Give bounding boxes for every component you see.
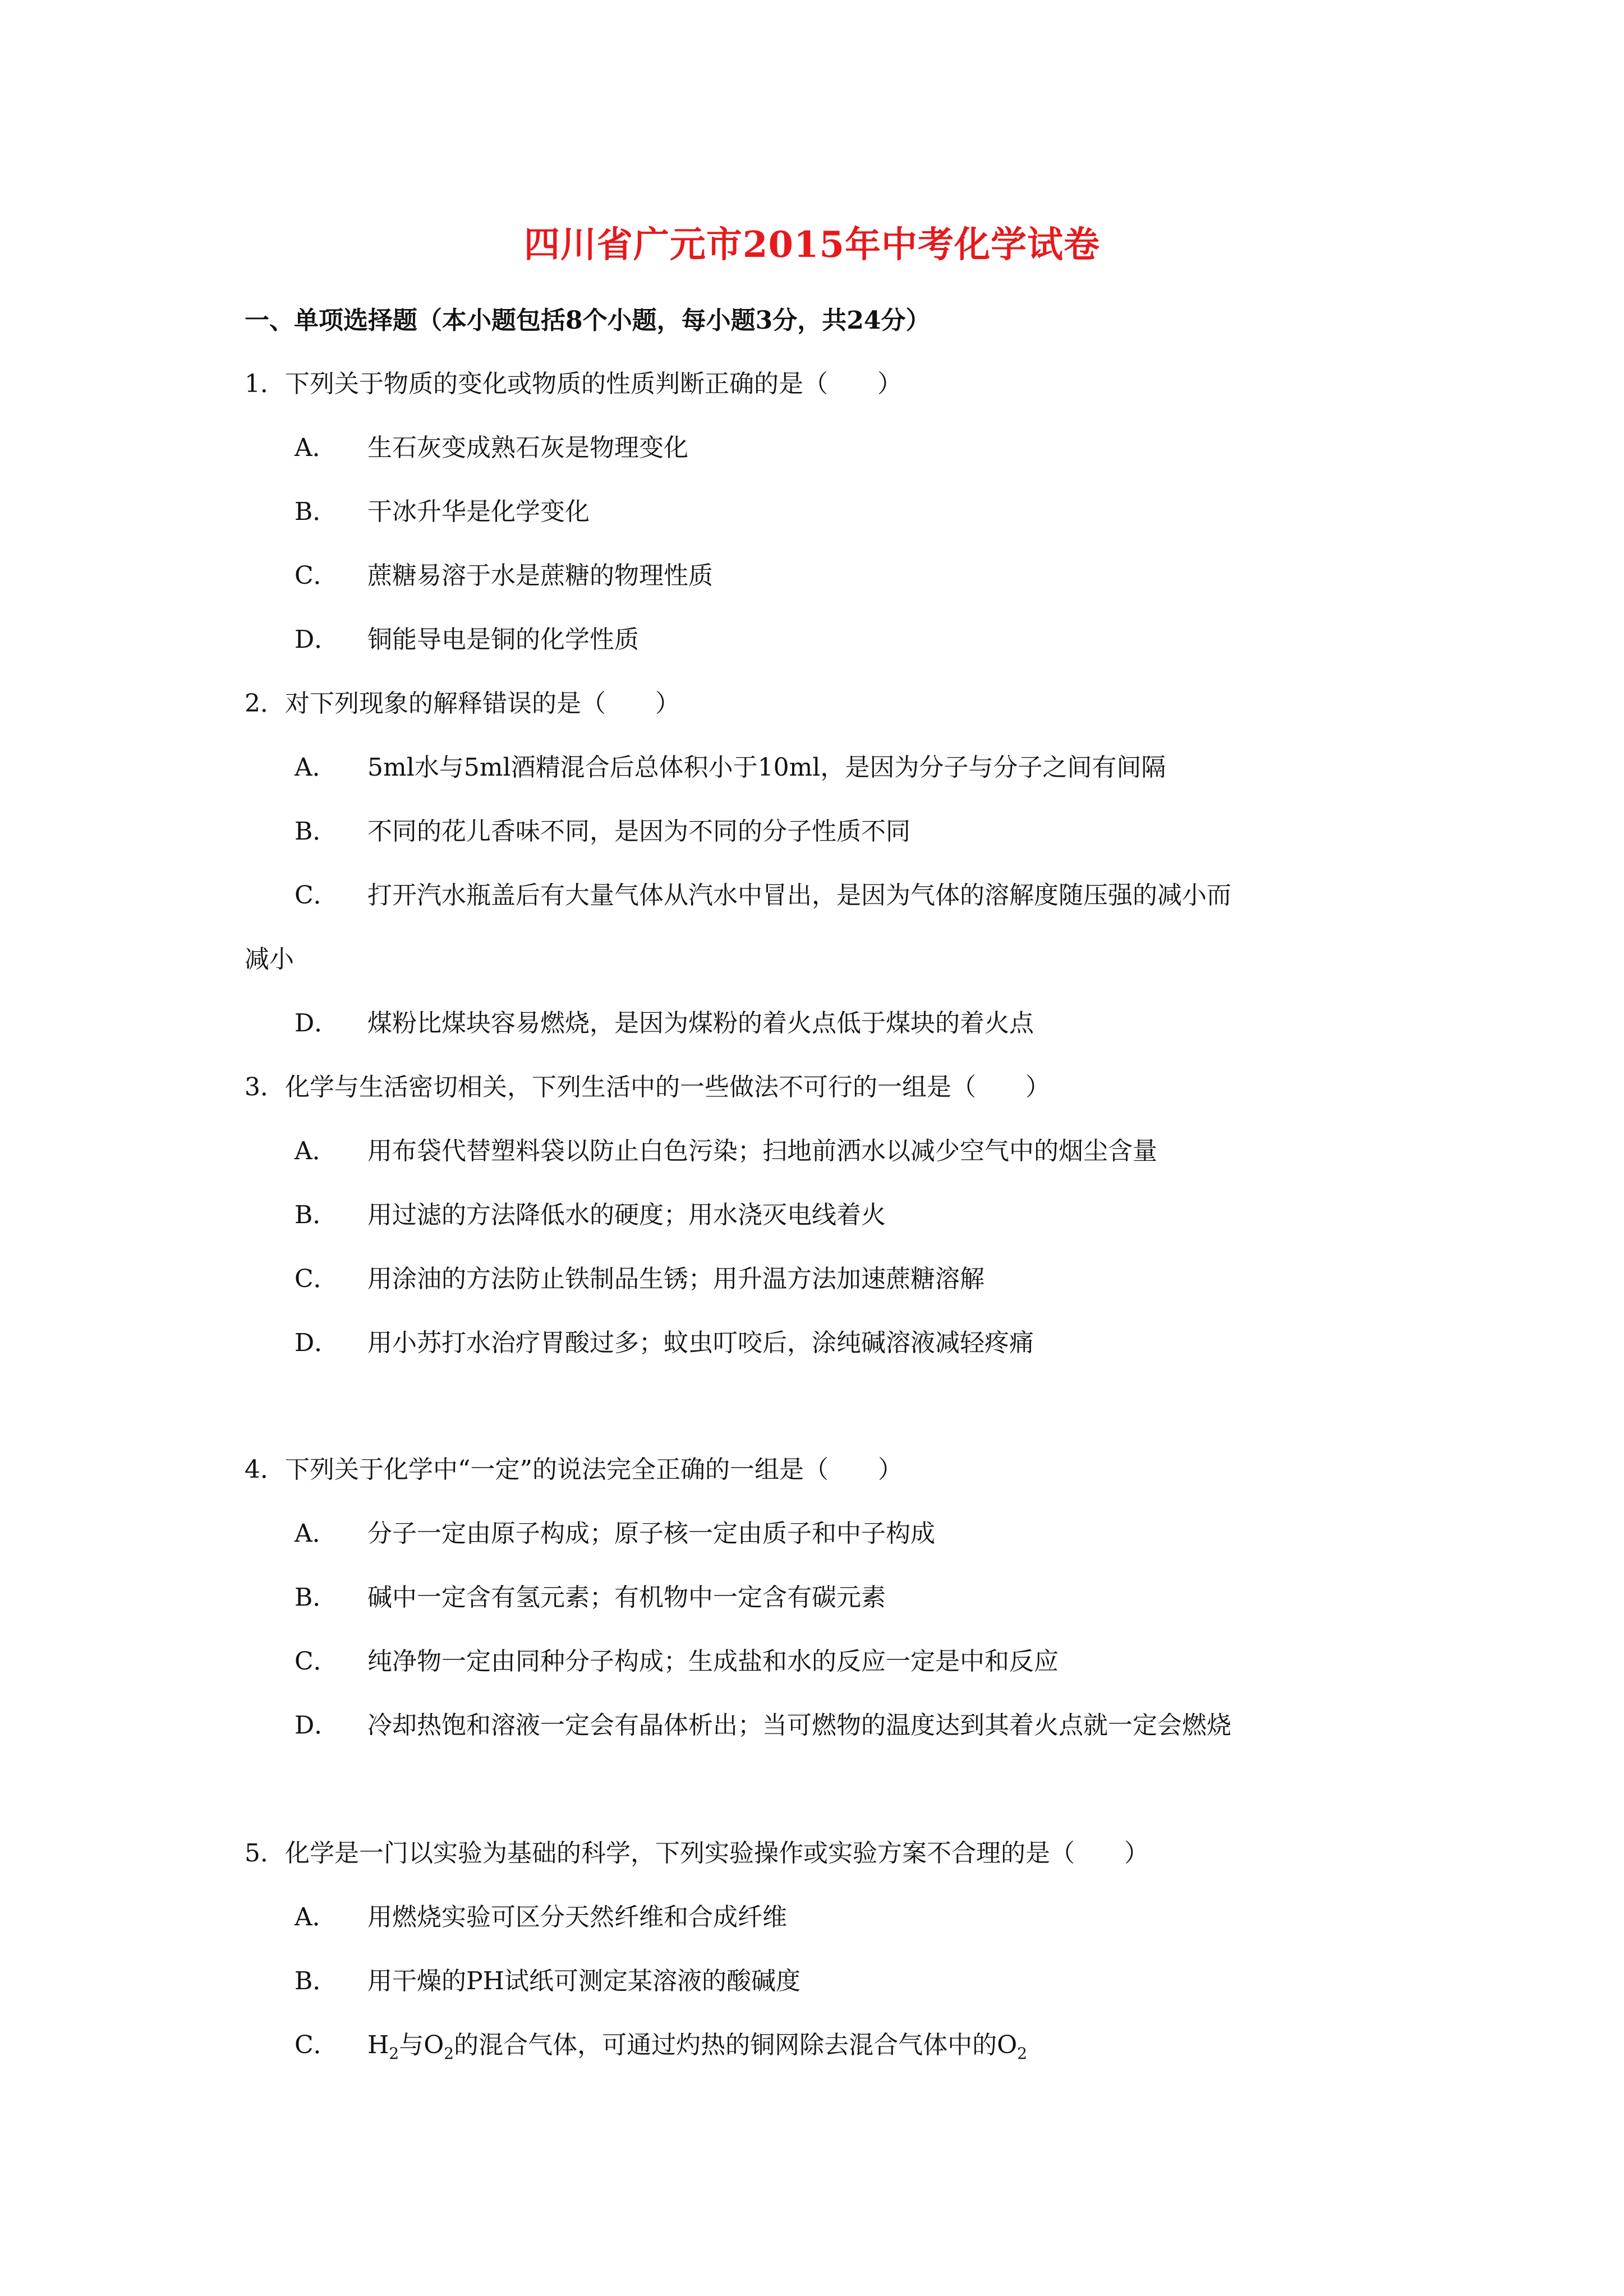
option-text: 用燃烧实验可区分天然纤维和合成纤维 [367,1903,787,1931]
option-text: 不同的花儿香味不同，是因为不同的分子性质不同 [367,817,910,846]
option-letter: A． [295,1137,337,1165]
question-1-option-d [295,619,639,655]
option-text: 用布袋代替塑料袋以防止白色污染；扫地前洒水以减少空气中的烟尘含量 [367,1137,1157,1165]
option-letter: D． [295,1009,339,1038]
option-letter: A． [295,753,337,782]
option-text: 用小苏打水治疗胃酸过多；蚊虫叮咬后，涂纯碱溶液减轻疼痛 [367,1329,1034,1357]
subscript: 2 [389,2044,399,2063]
option-text: 蔗糖易溶于水是蔗糖的物理性质 [367,561,713,590]
option-letter: A． [295,1903,337,1931]
option-text [367,2031,1028,2063]
question-4-option-d [295,1705,1231,1741]
question-1-option-b [295,491,590,527]
question-2-option-d [295,1003,1034,1039]
question-2-option-b [295,811,910,847]
option-text: 5ml水与5ml酒精混合后总体积小于10ml，是因为分子与分子之间有间隔 [367,753,1166,782]
question-5-option-c [295,2025,1027,2063]
question-2-option-c-continuation: 减小 [245,945,294,974]
option-letter: C． [295,881,338,910]
option-text: 纯净物一定由同种分子构成；生成盐和水的反应一定是中和反应 [367,1647,1059,1676]
question-4-option-a [295,1513,935,1549]
question-5-option-a [295,1897,787,1933]
option-text: 生石灰变成熟石灰是物理变化 [367,434,688,462]
option-letter: B． [295,1201,338,1229]
formula-part: 与O [399,2031,444,2059]
option-text: 用干燥的PH试纸可测定某溶液的酸碱度 [367,1967,801,1995]
section-heading: 一、单项选择题（本小题包括8个小题，每小题3分，共24分） [245,306,931,335]
question-1-option-c [295,555,713,591]
question-3-option-a [295,1131,1157,1167]
option-text: 用过滤的方法降低水的硬度；用水浇灭电线着火 [367,1201,886,1229]
option-text: 煤粉比煤块容易燃烧，是因为煤粉的着火点低于煤块的着火点 [367,1009,1034,1038]
option-letter: C． [295,1265,338,1293]
option-letter: D． [295,625,339,654]
option-letter: D． [295,1711,339,1740]
question-4-option-b [295,1577,886,1613]
option-text: 用涂油的方法防止铁制品生锈；用升温方法加速蔗糖溶解 [367,1265,984,1293]
option-letter: B． [295,497,338,526]
option-letter: A． [295,434,337,462]
option-text: 铜能导电是铜的化学性质 [367,625,639,654]
question-3-stem: 3．化学与生活密切相关，下列生活中的一些做法不可行的一组是（ ） [245,1073,1050,1101]
option-letter: B． [295,817,338,846]
question-5-stem: 5．化学是一门以实验为基础的科学，下列实验操作或实验方案不合理的是（ ） [245,1839,1149,1868]
question-5-option-b [295,1961,801,1997]
question-3-option-b [295,1195,886,1230]
question-4-stem: 4．下列关于化学中“一定”的说法完全正确的一组是（ ） [245,1455,903,1484]
option-text: 分子一定由原子构成；原子核一定由质子和中子构成 [367,1519,935,1548]
question-4-option-c [295,1641,1059,1677]
question-2-option-a [295,747,1166,783]
question-3-option-d [295,1322,1034,1358]
question-2-option-c [295,875,1231,911]
option-letter: C． [295,1647,338,1676]
formula-part: H [367,2031,389,2059]
question-1-option-a [295,427,688,463]
option-letter: C． [295,561,338,590]
option-text: 干冰升华是化学变化 [367,497,590,526]
option-letter: A． [295,1519,337,1548]
option-text: 打开汽水瓶盖后有大量气体从汽水中冒出，是因为气体的溶解度随压强的减小而 [367,881,1231,910]
option-letter: D． [295,1329,339,1357]
subscript: 2 [1017,2044,1028,2063]
formula-part: 的混合气体，可通过灼热的铜网除去混合气体中的O [454,2031,1018,2059]
question-1-stem: 1．下列关于物质的变化或物质的性质判断正确的是（ ） [245,370,902,398]
option-text: 碱中一定含有氢元素；有机物中一定含有碳元素 [367,1583,886,1612]
option-letter: C． [295,2031,338,2059]
option-letter: B． [295,1583,338,1612]
question-2-stem: 2．对下列现象的解释错误的是（ ） [245,689,680,718]
option-letter: B． [295,1967,338,1995]
question-3-option-c [295,1258,984,1294]
exam-title: 四川省广元市2015年中考化学试卷 [523,224,1101,266]
subscript: 2 [444,2044,454,2063]
option-text: 冷却热饱和溶液一定会有晶体析出；当可燃物的温度达到其着火点就一定会燃烧 [367,1711,1231,1740]
